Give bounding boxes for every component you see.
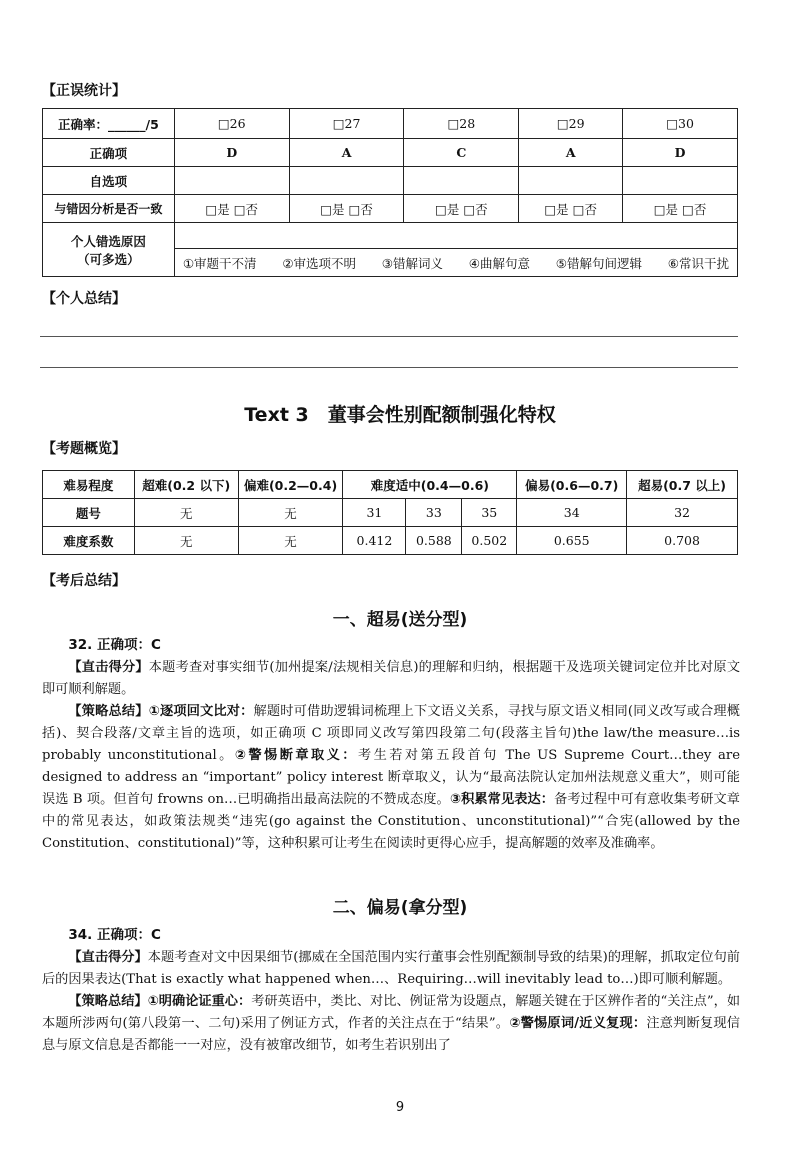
section2-body [42, 924, 740, 1057]
reason-option[interactable]: ①审题干不清 [182, 255, 257, 271]
reasons-row [174, 249, 737, 277]
overview-header: 超难(0.2 以下) [134, 471, 238, 499]
yes-no-checkbox[interactable]: □是 □否 [289, 195, 404, 223]
question-checkbox[interactable]: □29 [519, 109, 623, 139]
strategy-point-text: 考研英语中，类比、对比、例证常为设题点，解题关键在于区辨作者的“关注点”，如本题所涉两句(第八段第一、二句)采用了例证方式，作者的关注点在于“结果”。 [42, 994, 741, 1031]
reason-label [43, 223, 175, 277]
accuracy-label: 正确率：______/5 [43, 109, 175, 139]
overview-cell: 35 [462, 499, 517, 527]
strategy-label: 【策略总结】 [68, 994, 148, 1009]
self-choice-cell[interactable] [623, 167, 738, 195]
direct-label: 【直击得分】 [68, 660, 149, 675]
stats-table [42, 108, 738, 277]
overview-row-label: 难度系数 [43, 527, 135, 555]
section1-heading: 一、超易(送分型) [332, 610, 468, 630]
consistency-label: 与错因分析是否一致 [43, 195, 175, 223]
q34-label: 34. 正确项：C [68, 927, 161, 943]
page-number: 9 [395, 1100, 405, 1115]
text3-heading: Text 3 董事会性别配额制强化特权 [244, 404, 556, 426]
reason-option[interactable]: ③错解词义 [381, 255, 444, 271]
overview-cell: 无 [238, 499, 343, 527]
strategy-point-label: ③积累常见表达： [449, 792, 555, 807]
correct-answer: C [404, 139, 519, 167]
yes-no-checkbox[interactable]: □是 □否 [623, 195, 738, 223]
yes-no-checkbox[interactable]: □是 □否 [519, 195, 623, 223]
overview-header: 难度适中(0.4—0.6) [343, 471, 517, 499]
overview-header: 超易(0.7 以上) [627, 471, 738, 499]
strategy-point-label: ①逐项回文比对： [148, 704, 254, 719]
overview-cell: 34 [517, 499, 627, 527]
overview-cell: 0.502 [462, 527, 517, 555]
summary-line[interactable] [40, 336, 738, 337]
personal-summary-title: 【个人总结】 [42, 291, 126, 307]
reason-option[interactable]: ④曲解句意 [468, 255, 530, 271]
overview-cell: 32 [627, 499, 738, 527]
section2-heading: 二、偏易(拿分型) [332, 898, 468, 918]
overview-cell: 0.708 [627, 527, 738, 555]
strategy-point-text: 考生若对第五段首句 The US Supreme Court…they are designed to address an “important” policy interest 断章取义，认为“最高法院认定加州法规意义重大”，则可能误选 B 项。但首句 frowns on…已明确指出最高法院的不赞成态度。 [42, 748, 741, 807]
overview-cell: 无 [134, 499, 238, 527]
overview-table [42, 470, 738, 555]
question-checkbox[interactable]: □30 [623, 109, 738, 139]
correct-answer: D [174, 139, 289, 167]
overview-header: 偏易(0.6—0.7) [517, 471, 627, 499]
summary-line[interactable] [40, 367, 738, 368]
self-choice-cell[interactable] [289, 167, 404, 195]
after-summary-title: 【考后总结】 [42, 573, 126, 589]
correct-answer: A [519, 139, 623, 167]
section1-body [42, 634, 740, 855]
self-choice-label: 自选项 [43, 167, 175, 195]
overview-cell: 31 [343, 499, 406, 527]
strategy-point-label: ②警惕原词/近义复现： [509, 1016, 647, 1031]
overview-cell: 0.588 [406, 527, 462, 555]
overview-cell: 0.412 [343, 527, 406, 555]
correct-answer: A [289, 139, 404, 167]
overview-title: 【考题概览】 [42, 441, 126, 457]
self-choice-cell[interactable] [519, 167, 623, 195]
strategy-point-text: 备考过程中可有意收集考研文章中的常见表达，如政策法规类“违宪(go against the Constitution、unconstitutional)”“合宪(allowed by the Constitution、constitutional)”等，这种积累可让考生在阅读时更得心应手，提高解题的效率及准确率。 [42, 792, 740, 851]
direct-text: 本题考查对事实细节(加州提案/法规相关信息)的理解和归纳，根据题干及选项关键词定位并比对原文即可顺利解题。 [42, 660, 741, 697]
reason-blank[interactable] [174, 223, 737, 249]
reason-option[interactable]: ②审选项不明 [282, 255, 357, 271]
overview-cell: 无 [134, 527, 238, 555]
reason-option[interactable]: ⑥常识干扰 [667, 255, 729, 271]
reason-label-line2: （可多选） [77, 251, 140, 267]
correct-answer: D [623, 139, 738, 167]
strategy-point-text: 注意判断复现信息与原文信息是否都能一一对应，没有被窜改细节，如考生若识别出了 [42, 1016, 740, 1053]
yes-no-checkbox[interactable]: □是 □否 [174, 195, 289, 223]
self-choice-cell[interactable] [174, 167, 289, 195]
strategy-point-text: 解题时可借助逻辑词梳理上下文语义关系，寻找与原文语义相同(同义改写或合理概括)、契合段落/文章主旨的选项，如正确项 C 项即同义改写第四段第二句(段落主旨句)the law/the measure…is probably unconstitutional。 [42, 704, 740, 763]
stats-section-title: 【正误统计】 [42, 83, 126, 99]
overview-header: 偏难(0.2—0.4) [238, 471, 343, 499]
self-choice-cell[interactable] [404, 167, 519, 195]
question-checkbox[interactable]: □26 [174, 109, 289, 139]
strategy-label: 【策略总结】 [68, 704, 149, 719]
strategy-point-label: ①明确论证重心： [147, 994, 252, 1009]
yes-no-checkbox[interactable]: □是 □否 [404, 195, 519, 223]
overview-cell: 0.655 [517, 527, 627, 555]
reason-label-line1: 个人错选原因 [70, 233, 146, 249]
reason-option[interactable]: ⑤错解句间逻辑 [555, 255, 642, 271]
strategy-point-label: ②警惕断章取义： [234, 748, 358, 763]
q32-label: 32. 正确项：C [68, 637, 161, 653]
overview-header: 难易程度 [43, 471, 135, 499]
correct-label: 正确项 [43, 139, 175, 167]
direct-label: 【直击得分】 [68, 950, 148, 965]
question-checkbox[interactable]: □28 [404, 109, 519, 139]
overview-cell: 无 [238, 527, 343, 555]
overview-cell: 33 [406, 499, 462, 527]
overview-row-label: 题号 [43, 499, 135, 527]
question-checkbox[interactable]: □27 [289, 109, 404, 139]
direct-text: 本题考查对文中因果细节(挪威在全国范围内实行董事会性别配额制导致的结果)的理解，抓取定位句前后的因果表达(That is exactly what happened when…、Requiring…will inevitably lead to…)即可顺利解题。 [42, 950, 740, 987]
